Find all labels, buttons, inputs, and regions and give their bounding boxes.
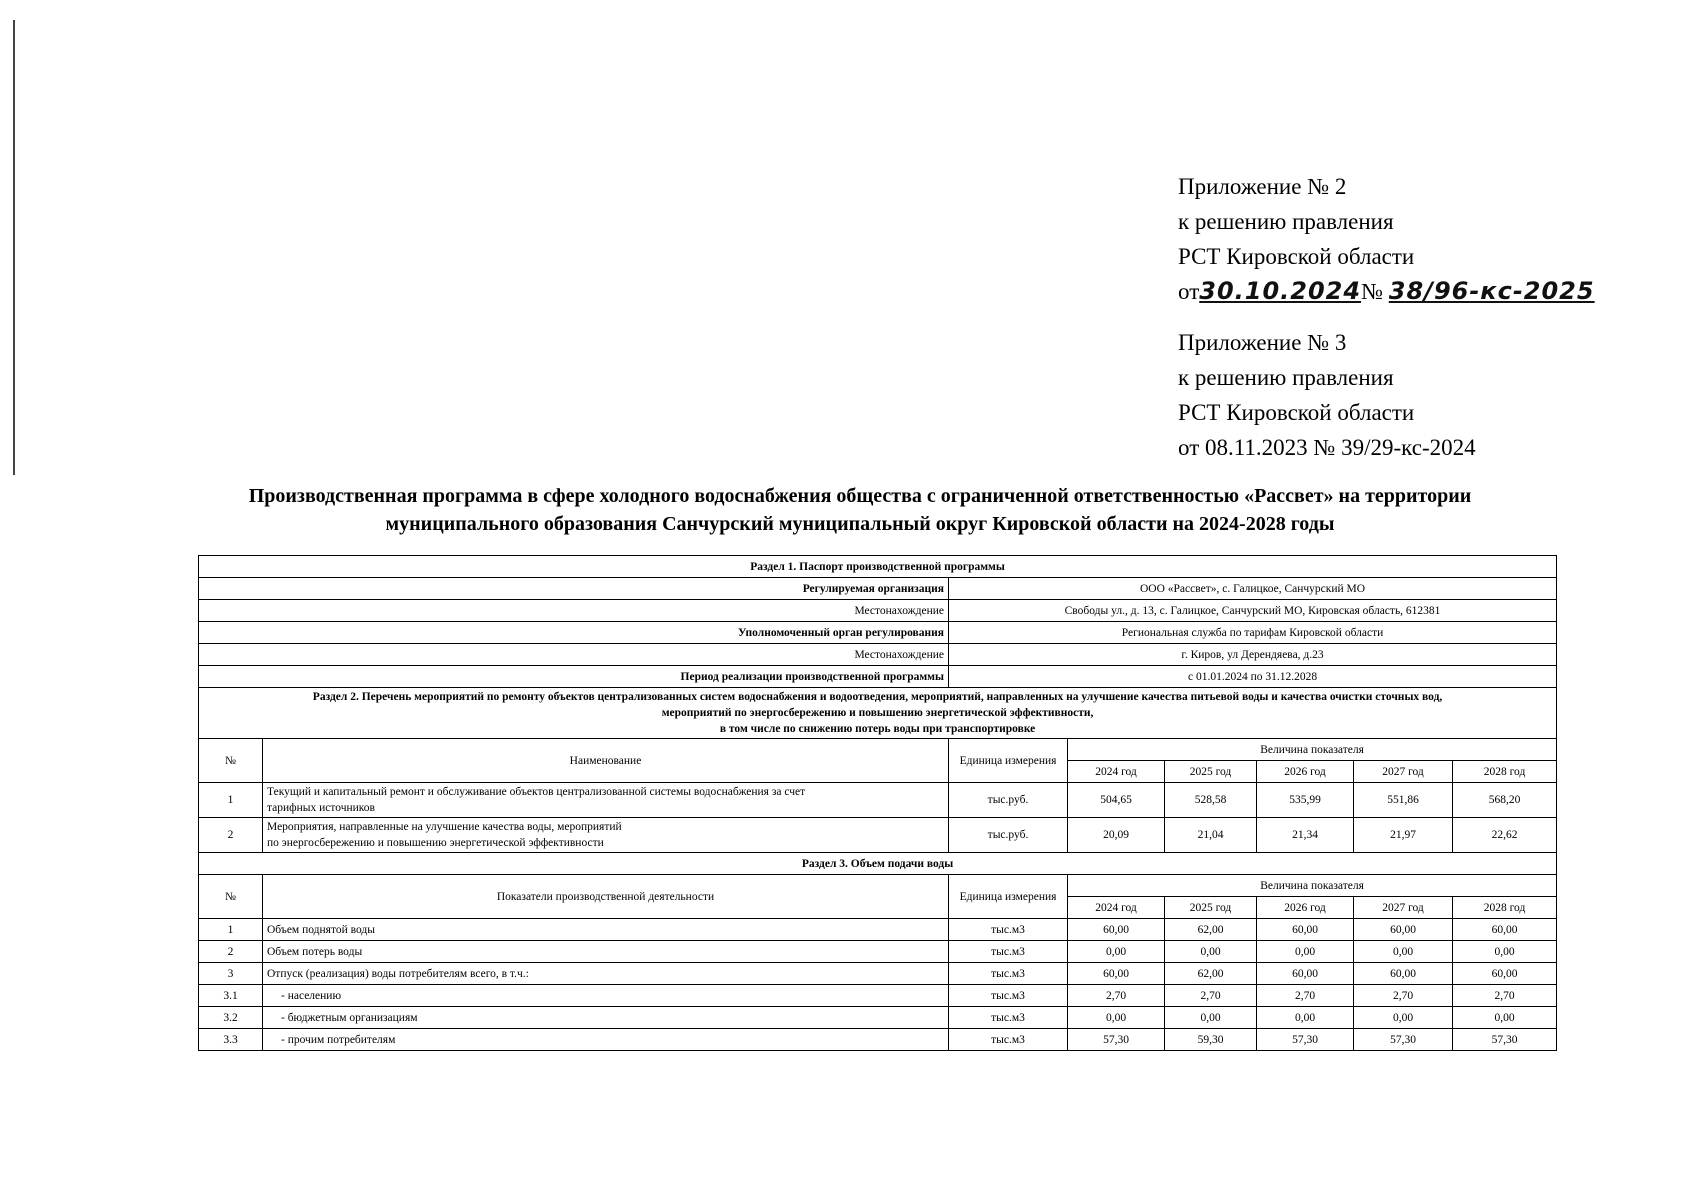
row-number: 1: [199, 919, 263, 941]
column-header-unit: Единица измерения: [949, 875, 1068, 919]
row-value: 0,00: [1068, 941, 1165, 963]
annex-2-title: Приложение № 2: [1178, 174, 1347, 199]
row-value: 60,00: [1354, 919, 1453, 941]
column-header-value: Величина показателя: [1068, 875, 1557, 897]
production-program-table: [198, 555, 1557, 1051]
passport-row: [199, 644, 1557, 666]
row-unit: тыс.м3: [949, 1007, 1068, 1029]
passport-label: Местонахождение: [199, 600, 949, 622]
row-name: [263, 783, 949, 818]
row-value: 2,70: [1354, 985, 1453, 1007]
row-name: Объем поднятой воды: [263, 919, 949, 941]
annex-2-block: [1178, 169, 1595, 309]
passport-label: Уполномоченный орган регулирования: [199, 622, 949, 644]
row-unit: тыс.руб.: [949, 818, 1068, 853]
table-row: [199, 1029, 1557, 1051]
column-header-indicators: Показатели производственной деятельности: [263, 875, 949, 919]
handwritten-number: 38/96-кс-2025: [1388, 277, 1595, 305]
section-2-column-header-row: [199, 739, 1557, 761]
row-value: 535,99: [1257, 783, 1354, 818]
section-3-header: Раздел 3. Объем подачи воды: [199, 853, 1557, 875]
section-1-header-row: [199, 556, 1557, 578]
row-value: 57,30: [1354, 1029, 1453, 1051]
row-unit: тыс.руб.: [949, 783, 1068, 818]
year-header: 2025 год: [1165, 761, 1257, 783]
row-name-line-1: Мероприятия, направленные на улучшение качества воды, мероприятий: [267, 821, 622, 833]
annex-3-line-4: от 08.11.2023 № 39/29-кс-2024: [1178, 435, 1476, 460]
passport-row: [199, 666, 1557, 688]
column-header-number: №: [199, 875, 263, 919]
row-name-line-1: Текущий и капитальный ремонт и обслуживание объектов централизованной системы водоснабжения за счет: [267, 786, 806, 798]
year-header: 2025 год: [1165, 897, 1257, 919]
row-value: 62,00: [1165, 963, 1257, 985]
scan-margin-line: [13, 20, 15, 475]
row-value: 551,86: [1354, 783, 1453, 818]
row-value: 0,00: [1165, 941, 1257, 963]
row-value: 0,00: [1068, 1007, 1165, 1029]
year-header: 2026 год: [1257, 761, 1354, 783]
passport-value: Свободы ул., д. 13, с. Галицкое, Санчурский МО, Кировская область, 612381: [949, 600, 1557, 622]
year-header: 2027 год: [1354, 897, 1453, 919]
passport-label: Период реализации производственной программы: [199, 666, 949, 688]
section-2-header-line-2: мероприятий по энергосбережению и повышению энергетической эффективности,: [661, 707, 1094, 719]
annex-3-title: Приложение № 3: [1178, 330, 1347, 355]
row-unit: тыс.м3: [949, 985, 1068, 1007]
table-row: [199, 919, 1557, 941]
row-value: 21,04: [1165, 818, 1257, 853]
row-value: 60,00: [1354, 963, 1453, 985]
row-value: 60,00: [1453, 919, 1557, 941]
document-title-line-1: Производственная программа в сфере холодного водоснабжения общества с ограниченной ответственностью «Рассвет» на территории: [248, 485, 1472, 507]
row-value: 21,97: [1354, 818, 1453, 853]
year-header: 2024 год: [1068, 761, 1165, 783]
passport-row: [199, 578, 1557, 600]
row-value: 0,00: [1257, 941, 1354, 963]
row-unit: тыс.м3: [949, 941, 1068, 963]
column-header-name: Наименование: [263, 739, 949, 783]
column-header-unit: Единица измерения: [949, 739, 1068, 783]
row-value: 20,09: [1068, 818, 1165, 853]
column-header-value: Величина показателя: [1068, 739, 1557, 761]
annex-3-line-2: к решению правления: [1178, 365, 1394, 390]
passport-value: ООО «Рассвет», с. Галицкое, Санчурский МО: [949, 578, 1557, 600]
row-name: Отпуск (реализация) воды потребителям всего, в т.ч.:: [263, 963, 949, 985]
row-value: 59,30: [1165, 1029, 1257, 1051]
row-value: 0,00: [1257, 1007, 1354, 1029]
section-1-header: Раздел 1. Паспорт производственной программы: [199, 556, 1557, 578]
row-value: 568,20: [1453, 783, 1557, 818]
row-value: 504,65: [1068, 783, 1165, 818]
row-number: 3: [199, 963, 263, 985]
row-value: 2,70: [1165, 985, 1257, 1007]
row-value: 528,58: [1165, 783, 1257, 818]
row-number: 3.3: [199, 1029, 263, 1051]
section-3-column-header-row: [199, 875, 1557, 897]
row-name: [263, 818, 949, 853]
table-row: [199, 1007, 1557, 1029]
row-value: 60,00: [1068, 963, 1165, 985]
row-value: 2,70: [1257, 985, 1354, 1007]
row-value: 0,00: [1354, 1007, 1453, 1029]
document-title: [200, 482, 1520, 538]
row-value: 0,00: [1354, 941, 1453, 963]
annex-2-number-sign: №: [1361, 279, 1384, 304]
row-name: - населению: [263, 985, 949, 1007]
row-value: 60,00: [1068, 919, 1165, 941]
year-header: 2024 год: [1068, 897, 1165, 919]
section-2-header-line-3: в том числе по снижению потерь воды при транспортировке: [719, 723, 1036, 735]
row-number: 3.1: [199, 985, 263, 1007]
annex-2-from-label: от: [1178, 279, 1200, 304]
table-row: [199, 783, 1557, 818]
row-number: 3.2: [199, 1007, 263, 1029]
year-header: 2027 год: [1354, 761, 1453, 783]
passport-value: с 01.01.2024 по 31.12.2028: [949, 666, 1557, 688]
row-value: 2,70: [1453, 985, 1557, 1007]
row-name-line-2: по энергосбережению и повышению энергетической эффективности: [267, 837, 604, 849]
year-header: 2026 год: [1257, 897, 1354, 919]
row-value: 0,00: [1165, 1007, 1257, 1029]
row-number: 2: [199, 818, 263, 853]
table-row: [199, 985, 1557, 1007]
row-unit: тыс.м3: [949, 919, 1068, 941]
table-row: [199, 941, 1557, 963]
passport-row: [199, 600, 1557, 622]
row-value: 0,00: [1453, 941, 1557, 963]
section-2-header: [199, 688, 1557, 739]
row-value: 57,30: [1257, 1029, 1354, 1051]
document-title-line-2: муниципального образования Санчурский муниципальный округ Кировской области на 2024-2028 годы: [385, 513, 1335, 535]
row-value: 21,34: [1257, 818, 1354, 853]
row-unit: тыс.м3: [949, 963, 1068, 985]
year-header: 2028 год: [1453, 897, 1557, 919]
passport-label: Местонахождение: [199, 644, 949, 666]
row-value: 60,00: [1257, 963, 1354, 985]
row-name: Объем потерь воды: [263, 941, 949, 963]
row-value: 22,62: [1453, 818, 1557, 853]
section-2-header-line-1: Раздел 2. Перечень мероприятий по ремонту объектов централизованных систем водоснабжения и водоотведения, мероприятий, направленных на улучшение качества питьевой воды и качества очистки сточных вод,: [312, 691, 1443, 703]
passport-value: Региональная служба по тарифам Кировской области: [949, 622, 1557, 644]
annex-2-line-3: РСТ Кировской области: [1178, 244, 1415, 269]
handwritten-date: 30.10.2024: [1199, 277, 1362, 305]
annex-2-date-line: [1178, 274, 1595, 309]
row-value: 0,00: [1453, 1007, 1557, 1029]
row-unit: тыс.м3: [949, 1029, 1068, 1051]
passport-label: Регулируемая организация: [199, 578, 949, 600]
row-value: 60,00: [1257, 919, 1354, 941]
row-name-line-2: тарифных источников: [267, 802, 375, 814]
section-2-header-row: [199, 688, 1557, 739]
section-3-header-row: [199, 853, 1557, 875]
row-number: 2: [199, 941, 263, 963]
row-value: 62,00: [1165, 919, 1257, 941]
annex-2-line-2: к решению правления: [1178, 209, 1394, 234]
row-value: 57,30: [1068, 1029, 1165, 1051]
table-row: [199, 963, 1557, 985]
row-value: 2,70: [1068, 985, 1165, 1007]
row-name: - прочим потребителям: [263, 1029, 949, 1051]
passport-value: г. Киров, ул Дерендяева, д.23: [949, 644, 1557, 666]
column-header-number: №: [199, 739, 263, 783]
row-value: 60,00: [1453, 963, 1557, 985]
year-header: 2028 год: [1453, 761, 1557, 783]
annex-3-line-3: РСТ Кировской области: [1178, 400, 1415, 425]
table-row: [199, 818, 1557, 853]
annex-3-block: [1178, 325, 1476, 465]
passport-row: [199, 622, 1557, 644]
row-value: 57,30: [1453, 1029, 1557, 1051]
row-number: 1: [199, 783, 263, 818]
row-name: - бюджетным организациям: [263, 1007, 949, 1029]
